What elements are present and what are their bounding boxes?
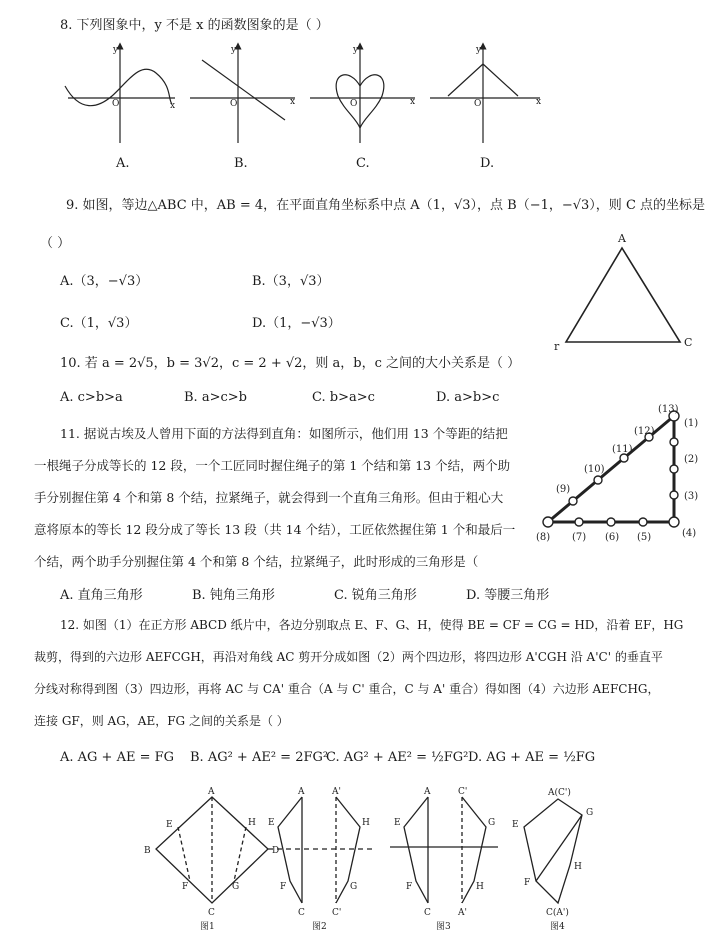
q8-graph-c: [310, 45, 415, 143]
svg-text:E: E: [512, 820, 519, 830]
svg-text:C: C: [424, 908, 431, 918]
q9-paren: （ ）: [40, 236, 71, 251]
svg-text:A': A': [332, 787, 341, 797]
q10-option-c: C. b>a>c: [312, 390, 375, 405]
svg-text:C(A'): C(A'): [546, 908, 569, 918]
svg-text:x: x: [170, 101, 176, 111]
q12-caption-3: 图3: [436, 922, 451, 932]
svg-text:E: E: [268, 818, 275, 828]
svg-text:A: A: [208, 787, 215, 797]
svg-text:H: H: [574, 862, 582, 872]
svg-text:H: H: [476, 882, 484, 892]
svg-text:(9): (9): [556, 484, 571, 495]
q11-line-1: 11. 据说古埃及人曾用下面的方法得到直角：如图所示，他们用 13 个等距的结把: [60, 426, 508, 441]
q11-option-d: D. 等腰三角形: [466, 588, 550, 603]
svg-text:E: E: [394, 818, 401, 828]
q12-line-4: 连接 GF，则 AG，AE，FG 之间的关系是（ ）: [34, 714, 289, 728]
q11-line-5: 个结，两个助手分别握住第 4 个和第 8 个结，拉紧绳子，此时形成的三角形是（: [34, 554, 479, 569]
svg-text:(10): (10): [584, 464, 605, 475]
q11-option-a: A. 直角三角形: [60, 588, 143, 603]
svg-text:F: F: [524, 878, 531, 888]
svg-text:(4): (4): [682, 528, 697, 539]
q9-triangle-figure: [550, 230, 700, 355]
svg-text:F: F: [280, 882, 287, 892]
svg-text:(6): (6): [605, 532, 620, 543]
q11-option-c: C. 锐角三角形: [334, 588, 417, 603]
q12-line-2: 裁剪，得到的六边形 AEFCGH，再沿对角线 AC 剪开分成如图（2）两个四边形，将四边形 A'CGH 沿 A'C' 的垂直平: [34, 650, 663, 664]
svg-text:D: D: [272, 846, 280, 856]
q12-option-b: B. AG² + AE² = 2FG²: [190, 750, 329, 765]
svg-text:(12): (12): [634, 426, 655, 437]
svg-text:C': C': [458, 787, 468, 797]
svg-text:G: G: [586, 808, 594, 818]
q9-option-a: A.（3，−√3）: [60, 274, 149, 289]
q10-option-d: D. a>b>c: [436, 390, 500, 405]
svg-text:A': A': [458, 908, 467, 918]
q10-option-a: A. c>b>a: [60, 390, 123, 405]
svg-text:C': C': [332, 908, 342, 918]
svg-text:H: H: [362, 818, 370, 828]
q8-graph-a: [65, 45, 175, 143]
svg-text:G: G: [232, 882, 240, 892]
svg-text:(13): (13): [658, 404, 679, 415]
svg-text:O: O: [474, 99, 482, 109]
svg-text:y: y: [231, 45, 237, 55]
svg-text:G: G: [488, 818, 496, 828]
q9-label-b: r: [554, 340, 560, 353]
svg-text:(8): (8): [536, 532, 551, 543]
svg-text:(11): (11): [612, 444, 633, 455]
q8-stem: 8. 下列图象中，y 不是 x 的函数图象的是（ ）: [60, 18, 329, 33]
svg-text:F: F: [182, 882, 189, 892]
q12-caption-1: 图1: [200, 922, 215, 932]
q9-label-c: C: [684, 336, 693, 349]
q12-caption-4: 图4: [550, 922, 565, 932]
q8-option-b: B.: [234, 156, 248, 171]
q12-line-3: 分线对称得到图（3）四边形，再将 AC 与 CA' 重合（A 与 C' 重合，C 与 A' 重合）得如图（4）六边形 AEFCHG，: [34, 682, 660, 696]
svg-text:A: A: [298, 787, 305, 797]
svg-text:C: C: [208, 908, 215, 918]
svg-text:y: y: [476, 45, 482, 55]
svg-text:x: x: [536, 97, 542, 107]
q8-option-d: D.: [480, 156, 495, 171]
svg-text:B: B: [144, 846, 151, 856]
q12-line-1: 12. 如图（1）在正方形 ABCD 纸片中，各边分别取点 E、F、G、H，使得 BE = CF = CG = HD，沿着 EF，HG: [60, 618, 684, 632]
svg-text:F: F: [406, 882, 413, 892]
q10-option-b: B. a>c>b: [184, 390, 247, 405]
svg-text:(7): (7): [572, 532, 587, 543]
q12-option-d: D. AG + AE = ½FG: [468, 750, 596, 765]
q12-option-a: A. AG + AE = FG: [60, 750, 175, 765]
svg-text:x: x: [410, 97, 416, 107]
q12-caption-2: 图2: [312, 922, 327, 932]
svg-text:x: x: [290, 97, 296, 107]
q8-graphs: [60, 38, 560, 148]
svg-text:(3): (3): [684, 491, 699, 502]
q9-option-b: B.（3，√3）: [252, 274, 330, 289]
q12-figure-1: [156, 797, 268, 903]
svg-text:(1): (1): [684, 418, 699, 429]
q11-line-3: 手分别握住第 4 个和第 8 个结，拉紧绳子，就会得到一个直角三角形。但由于粗心大: [34, 490, 504, 505]
svg-text:E: E: [166, 820, 173, 830]
q8-option-c: C.: [356, 156, 370, 171]
svg-text:O: O: [230, 99, 238, 109]
svg-text:G: G: [350, 882, 358, 892]
q8-graph-b: [190, 45, 295, 143]
q11-line-4: 意将原本的等长 12 段分成了等长 13 段（共 14 个结），工匠依然握住第 1 个和最后一: [34, 522, 516, 537]
svg-text:O: O: [112, 99, 120, 109]
q11-rope-figure: [534, 404, 704, 550]
q9-stem: 9. 如图，等边△ABC 中，AB = 4，在平面直角坐标系中点 A（1，√3），点 B（−1，−√3），则 C 点的坐标是: [66, 198, 706, 213]
svg-text:C: C: [298, 908, 305, 918]
q9-option-c: C.（1，√3）: [60, 316, 138, 331]
q12-figure-4: [524, 799, 582, 903]
svg-text:H: H: [248, 818, 256, 828]
q11-option-b: B. 钝角三角形: [192, 588, 275, 603]
q9-option-d: D.（1，−√3）: [252, 316, 341, 331]
svg-text:(5): (5): [637, 532, 652, 543]
q12-figures: [140, 785, 610, 935]
svg-text:O: O: [350, 99, 358, 109]
q12-option-c: C. AG² + AE² = ½FG²: [326, 750, 469, 765]
q9-label-a: A: [618, 232, 626, 245]
svg-text:(2): (2): [684, 454, 699, 465]
svg-text:A: A: [424, 787, 431, 797]
svg-text:A(C'): A(C'): [548, 788, 571, 798]
q10-stem: 10. 若 a = 2√5，b = 3√2，c = 2 + √2，则 a，b，c 之间的大小关系是（ ）: [60, 356, 521, 371]
q8-graph-d: [430, 45, 541, 143]
svg-text:y: y: [353, 45, 359, 55]
svg-text:y: y: [113, 45, 119, 55]
q11-line-2: 一根绳子分成等长的 12 段，一个工匠同时握住绳子的第 1 个结和第 13 个结，两个助: [34, 458, 511, 473]
q8-option-a: A.: [116, 156, 130, 171]
